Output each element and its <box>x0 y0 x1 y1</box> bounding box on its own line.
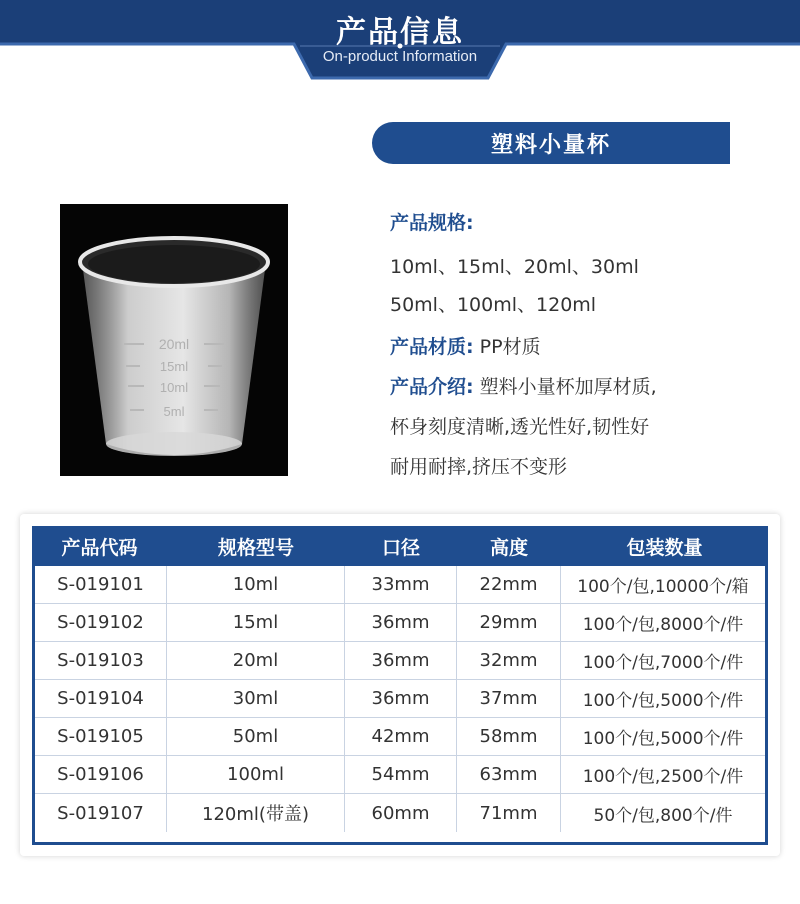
table-row <box>35 566 765 604</box>
table-row <box>35 604 765 642</box>
table-row <box>35 642 765 680</box>
cell-code: S-019105 <box>35 718 167 755</box>
header-packing: 包装数量 <box>626 536 703 559</box>
table-row <box>35 794 765 832</box>
banner-subtitle: On-product Information <box>322 48 478 65</box>
intro-line-1: 塑料小量杯加厚材质, <box>479 376 657 398</box>
measuring-cup-image <box>60 204 288 476</box>
header-banner <box>0 0 800 86</box>
cell-model: 10ml <box>167 566 345 603</box>
cell-diameter: 42mm <box>345 718 457 755</box>
cell-height: 58mm <box>457 718 561 755</box>
spec-line-2: 50ml、100ml、120ml <box>390 294 597 316</box>
intro-row <box>390 372 657 399</box>
spec-label-row <box>390 208 474 235</box>
spec-line-1: 10ml、15ml、20ml、30ml <box>390 256 639 278</box>
cup-mark-5ml: 5ml <box>163 404 185 419</box>
spec-table-card <box>20 514 780 856</box>
cell-packing: 100个/包,10000个/箱 <box>577 577 749 597</box>
cell-code: S-019106 <box>35 756 167 793</box>
cup-mark-15ml: 15ml <box>159 359 189 374</box>
header-height: 高度 <box>489 536 528 559</box>
cell-diameter: 36mm <box>345 680 457 717</box>
table-header <box>32 526 768 566</box>
intro-line-2: 杯身刻度清晰,透光性好,韧性好 <box>390 416 650 438</box>
cell-diameter: 36mm <box>345 642 457 679</box>
cell-height: 63mm <box>457 756 561 793</box>
table-row <box>35 718 765 756</box>
banner-title: 产品信息 <box>336 15 464 50</box>
intro-line-3: 耐用耐摔,挤压不变形 <box>390 456 568 478</box>
header-diameter: 口径 <box>381 536 420 559</box>
material-row <box>390 332 541 359</box>
cell-packing: 100个/包,5000个/件 <box>582 691 744 711</box>
table-row <box>35 680 765 718</box>
cell-code: S-019101 <box>35 566 167 603</box>
spec-label: 产品规格: <box>390 212 474 234</box>
intro-label: 产品介绍: <box>390 376 474 398</box>
cell-code: S-019104 <box>35 680 167 717</box>
cell-diameter: 36mm <box>345 604 457 641</box>
cell-model: 50ml <box>167 718 345 755</box>
cell-height: 37mm <box>457 680 561 717</box>
header-code: 产品代码 <box>61 536 138 559</box>
cell-packing: 50个/包,800个/件 <box>593 805 733 826</box>
product-photo <box>60 204 288 476</box>
cell-model: 20ml <box>167 642 345 679</box>
cell-diameter: 60mm <box>345 794 457 832</box>
header-model: 规格型号 <box>217 536 294 559</box>
cell-code: S-019102 <box>35 604 167 641</box>
cell-height: 22mm <box>457 566 561 603</box>
cell-code: S-019103 <box>35 642 167 679</box>
table-body <box>35 566 765 832</box>
cell-packing: 100个/包,2500个/件 <box>582 767 744 787</box>
material-label: 产品材质: <box>390 336 474 358</box>
cell-diameter: 33mm <box>345 566 457 603</box>
cell-height: 32mm <box>457 642 561 679</box>
cell-height: 71mm <box>457 794 561 832</box>
product-name-banner: 塑料小量杯 <box>372 122 730 164</box>
cup-mark-10ml: 10ml <box>159 380 189 395</box>
cell-packing: 100个/包,5000个/件 <box>582 729 744 749</box>
cup-mark-20ml: 20ml <box>158 336 190 352</box>
cell-model: 100ml <box>167 756 345 793</box>
material-value: PP材质 <box>479 336 541 358</box>
cell-height: 29mm <box>457 604 561 641</box>
cell-packing: 100个/包,8000个/件 <box>582 615 744 635</box>
table-row <box>35 756 765 794</box>
cell-model: 120ml(带盖) <box>167 794 345 832</box>
cell-model: 30ml <box>167 680 345 717</box>
cell-diameter: 54mm <box>345 756 457 793</box>
cell-model: 15ml <box>167 604 345 641</box>
cell-code: S-019107 <box>35 794 167 832</box>
cell-packing: 100个/包,7000个/件 <box>582 653 744 673</box>
